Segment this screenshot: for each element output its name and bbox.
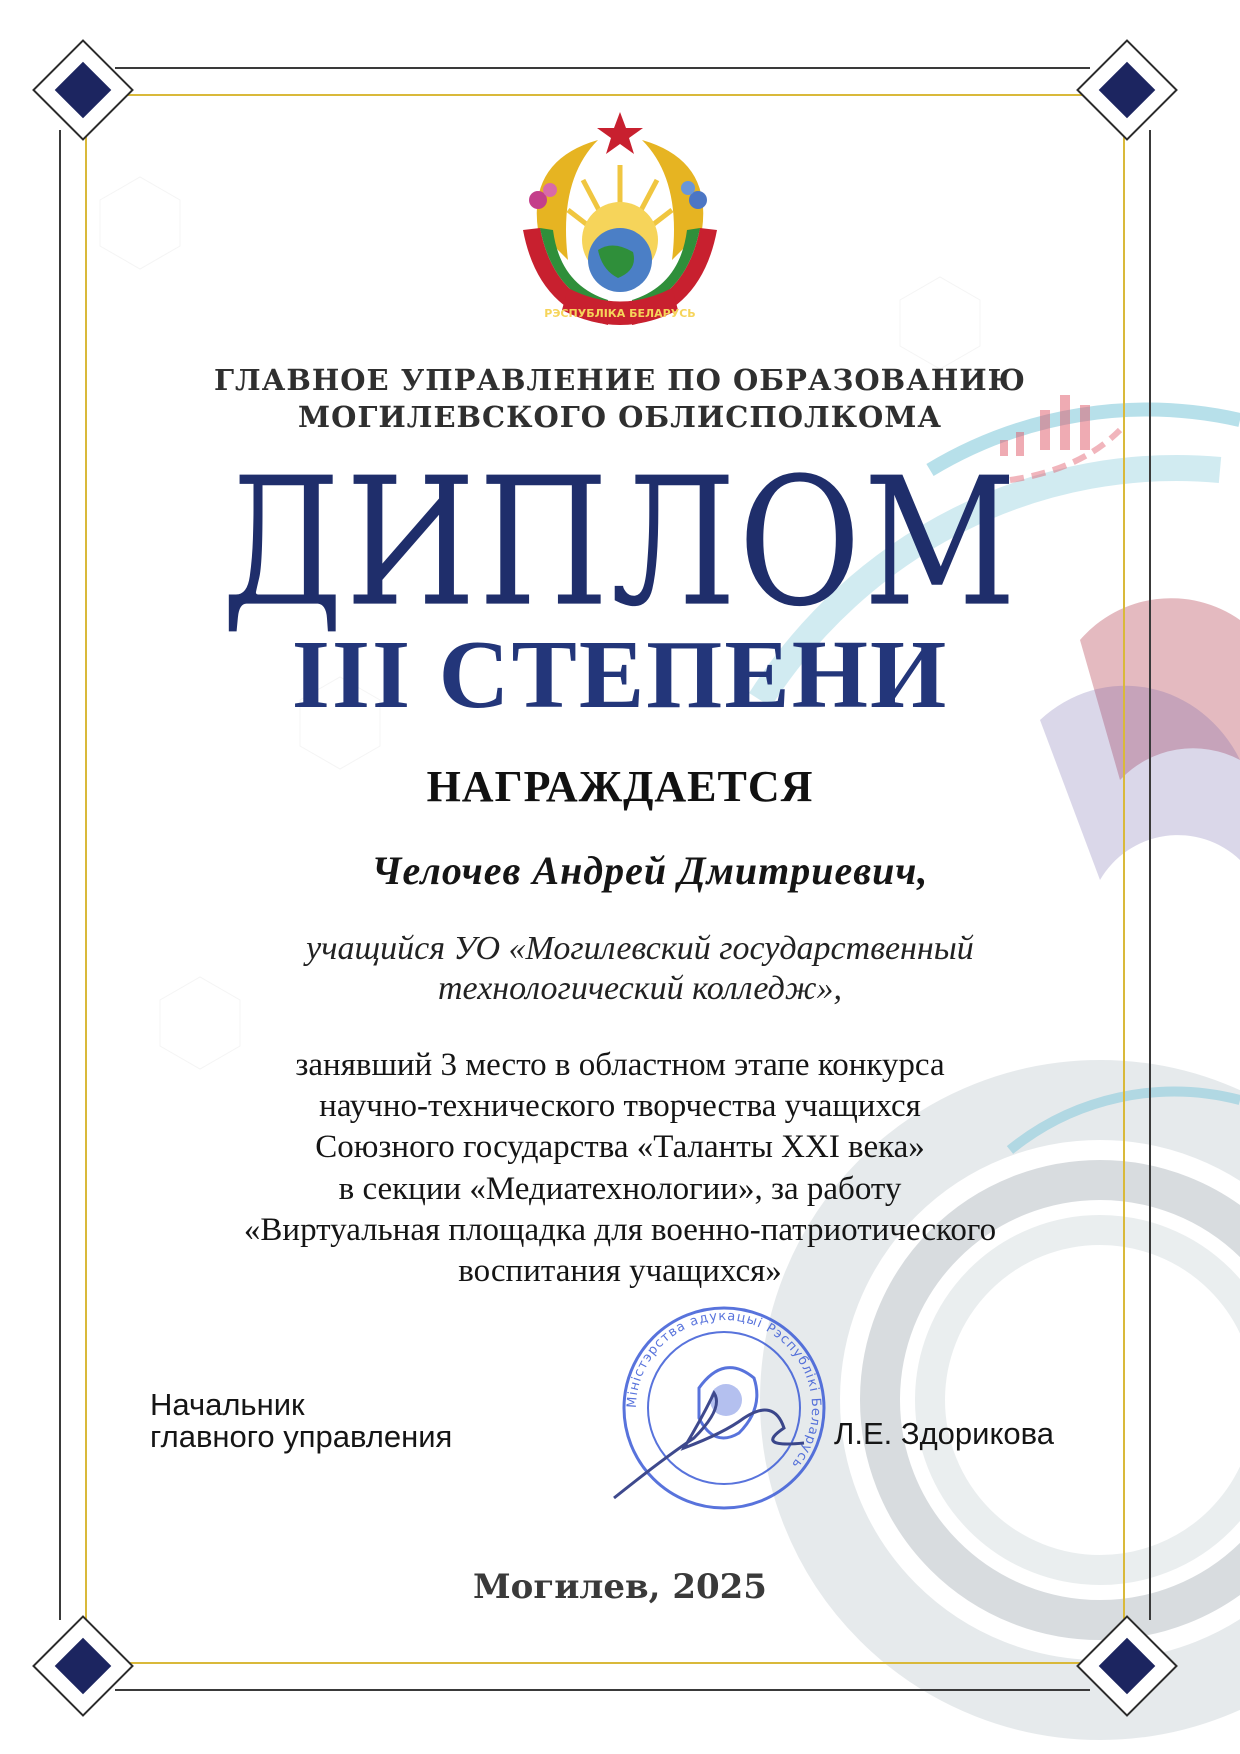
achievement-line-6: воспитания учащихся» [458, 1253, 782, 1289]
achievement-line-1: занявший 3 место в областном этапе конкурса [295, 1047, 945, 1083]
recipient-school-line-1: учащийся УО «Могилевский государственный [306, 930, 974, 967]
organization-line-2: МОГИЛЕВСКОГО ОБЛИСПОЛКОМА [298, 400, 942, 434]
signatory-position-line-2: главного управления [150, 1419, 453, 1454]
awarded-heading: НАГРАЖДАЕТСЯ [426, 762, 814, 811]
svg-text:РЭСПУБЛІКА БЕЛАРУСЬ: РЭСПУБЛІКА БЕЛАРУСЬ [544, 307, 696, 320]
place-and-year: Могилев, 2025 [473, 1567, 767, 1607]
recipient-name: Челочев Андрей Дмитриевич, [371, 848, 929, 893]
diploma-title: ДИПЛОМ [221, 440, 1019, 647]
state-emblem-icon [498, 110, 742, 346]
diploma-degree: III СТЕПЕНИ [291, 621, 949, 729]
svg-text:Міністэрства адукацыі Рэспублі: Міністэрства адукацыі Рэспублікі Беларусь [624, 1308, 824, 1472]
signatory-name: Л.Е. Здорикова [834, 1416, 1054, 1451]
signatory-position-line-1: Начальник [150, 1387, 305, 1422]
official-stamp-icon [604, 1298, 844, 1518]
organization-line-1: ГЛАВНОЕ УПРАВЛЕНИЕ ПО ОБРАЗОВАНИЮ [214, 363, 1026, 397]
signatory-position [150, 1389, 452, 1453]
achievement-line-4: в секции «Медиатехнологии», за работу [338, 1171, 902, 1207]
achievement-line-3: Союзного государства «Таланты XXI века» [315, 1129, 925, 1165]
achievement-line-2: научно-технического творчества учащихся [319, 1088, 921, 1124]
achievement-line-5: «Виртуальная площадка для военно-патриотического [243, 1212, 997, 1248]
recipient-school-line-2: технологический колледж», [438, 970, 842, 1007]
